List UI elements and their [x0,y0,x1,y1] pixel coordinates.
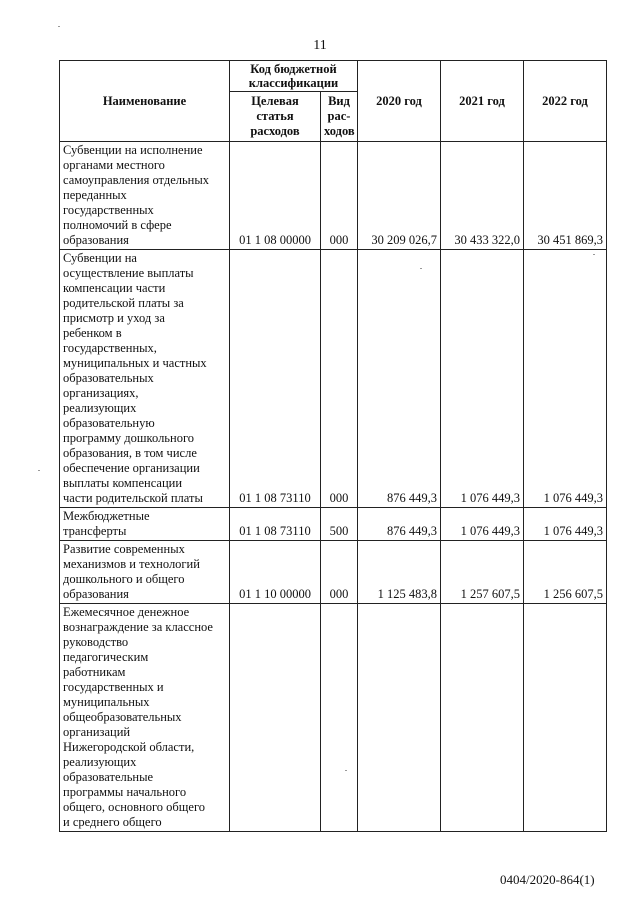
row-2020: 1 125 483,8 [358,541,441,604]
header-kbk-line: Код бюджетной [250,62,337,76]
row-name-line: муниципальных [63,695,150,709]
row-name-line: программу дошкольного [63,431,195,445]
row-2021: 1 076 449,3 [441,508,524,541]
row-name-line: образования [63,233,129,247]
row-name-line: выплаты компенсации [63,476,183,490]
budget-table [59,60,607,832]
row-name-line: программы начального [63,785,187,799]
row-type: 000 [321,541,358,604]
row-2022: 1 256 607,5 [524,541,607,604]
table-row [60,541,607,604]
row-name-line: муниципальных и частных [63,356,207,370]
header-kbk-group [230,61,358,92]
row-name-line: родительской платы за [63,296,184,310]
table-row [60,250,607,508]
row-type: 000 [321,250,358,508]
row-type: 500 [321,508,358,541]
row-name-line: педагогическим [63,650,149,664]
page-number: 11 [313,38,327,53]
row-2020 [358,604,441,832]
row-name-line: реализующих [63,755,137,769]
row-type: 000 [321,142,358,250]
header-type-line: ходов [324,124,355,138]
row-name-line: ребенком в [63,326,122,340]
document-code: 0404/2020-864(1) [500,872,595,887]
header-name: Наименование [60,61,230,142]
row-2022: 1 076 449,3 [524,508,607,541]
row-name-line: компенсации части [63,281,166,295]
row-name-line: трансферты [63,524,127,538]
table-row [60,142,607,250]
header-expense-type [321,92,358,142]
row-name-line: части родительской платы [63,491,203,505]
row-name-line: и среднего общего [63,815,162,829]
row-name-line: работникам [63,665,126,679]
row-name-line: полномочий в сфере [63,218,172,232]
row-name [60,508,230,541]
row-2021: 30 433 322,0 [441,142,524,250]
table-row [60,508,607,541]
row-name-line: общеобразовательных [63,710,182,724]
row-name-line: государственных и [63,680,164,694]
row-name-line: образовательных [63,371,154,385]
table-row [60,604,607,832]
row-name-line: общего, основного общего [63,800,206,814]
header-target-line: Целевая [251,94,299,108]
row-2022: 30 451 869,3 [524,142,607,250]
row-name [60,541,230,604]
row-name-line: механизмов и технологий [63,557,200,571]
header-2021: 2021 год [441,61,524,142]
row-name-line: организаций [63,725,131,739]
row-name [60,142,230,250]
header-kbk-line: классификации [248,76,339,90]
row-name-line: обеспечение организации [63,461,200,475]
header-target-line: расходов [250,124,300,138]
row-type [321,604,358,832]
header-type-line: рас- [327,109,351,123]
row-2020: 30 209 026,7 [358,142,441,250]
row-name-line: переданных [63,188,127,202]
row-name-line: образовательные [63,770,154,784]
row-name-line: осуществление выплаты [63,266,194,280]
row-name-line: реализующих [63,401,137,415]
row-name-line: руководство [63,635,129,649]
row-2020: 876 449,3 [358,250,441,508]
row-name-line: Ежемесячное денежное [63,605,190,619]
row-code: 01 1 08 00000 [230,142,321,250]
row-name-line: Субвенции на исполнение [63,143,203,157]
header-target-item [230,92,321,142]
header-2022: 2022 год [524,61,607,142]
row-name [60,250,230,508]
row-name-line: вознаграждение за классное [63,620,213,634]
row-name-line: Субвенции на [63,251,137,265]
row-code: 01 1 08 73110 [230,250,321,508]
row-2022 [524,604,607,832]
row-code: 01 1 10 00000 [230,541,321,604]
row-name-line: государственных [63,203,154,217]
row-name [60,604,230,832]
row-code [230,604,321,832]
header-2020: 2020 год [358,61,441,142]
row-name-line: Развитие современных [63,542,185,556]
row-name-line: органами местного [63,158,165,172]
row-code: 01 1 08 73110 [230,508,321,541]
row-name-line: организациях, [63,386,139,400]
row-name-line: государственных, [63,341,157,355]
row-2021 [441,604,524,832]
header-type-line: Вид [328,94,350,108]
header-target-line: статья [256,109,294,123]
row-2022: 1 076 449,3 [524,250,607,508]
row-name-line: образования, в том числе [63,446,197,460]
row-name-line: дошкольного и общего [63,572,185,586]
row-name-line: Нижегородской области, [63,740,195,754]
row-name-line: самоуправления отдельных [63,173,210,187]
row-name-line: образования [63,587,129,601]
row-name-line: присмотр и уход за [63,311,165,325]
row-2021: 1 257 607,5 [441,541,524,604]
row-name-line: образовательную [63,416,155,430]
row-2021: 1 076 449,3 [441,250,524,508]
row-2020: 876 449,3 [358,508,441,541]
row-name-line: Межбюджетные [63,509,150,523]
